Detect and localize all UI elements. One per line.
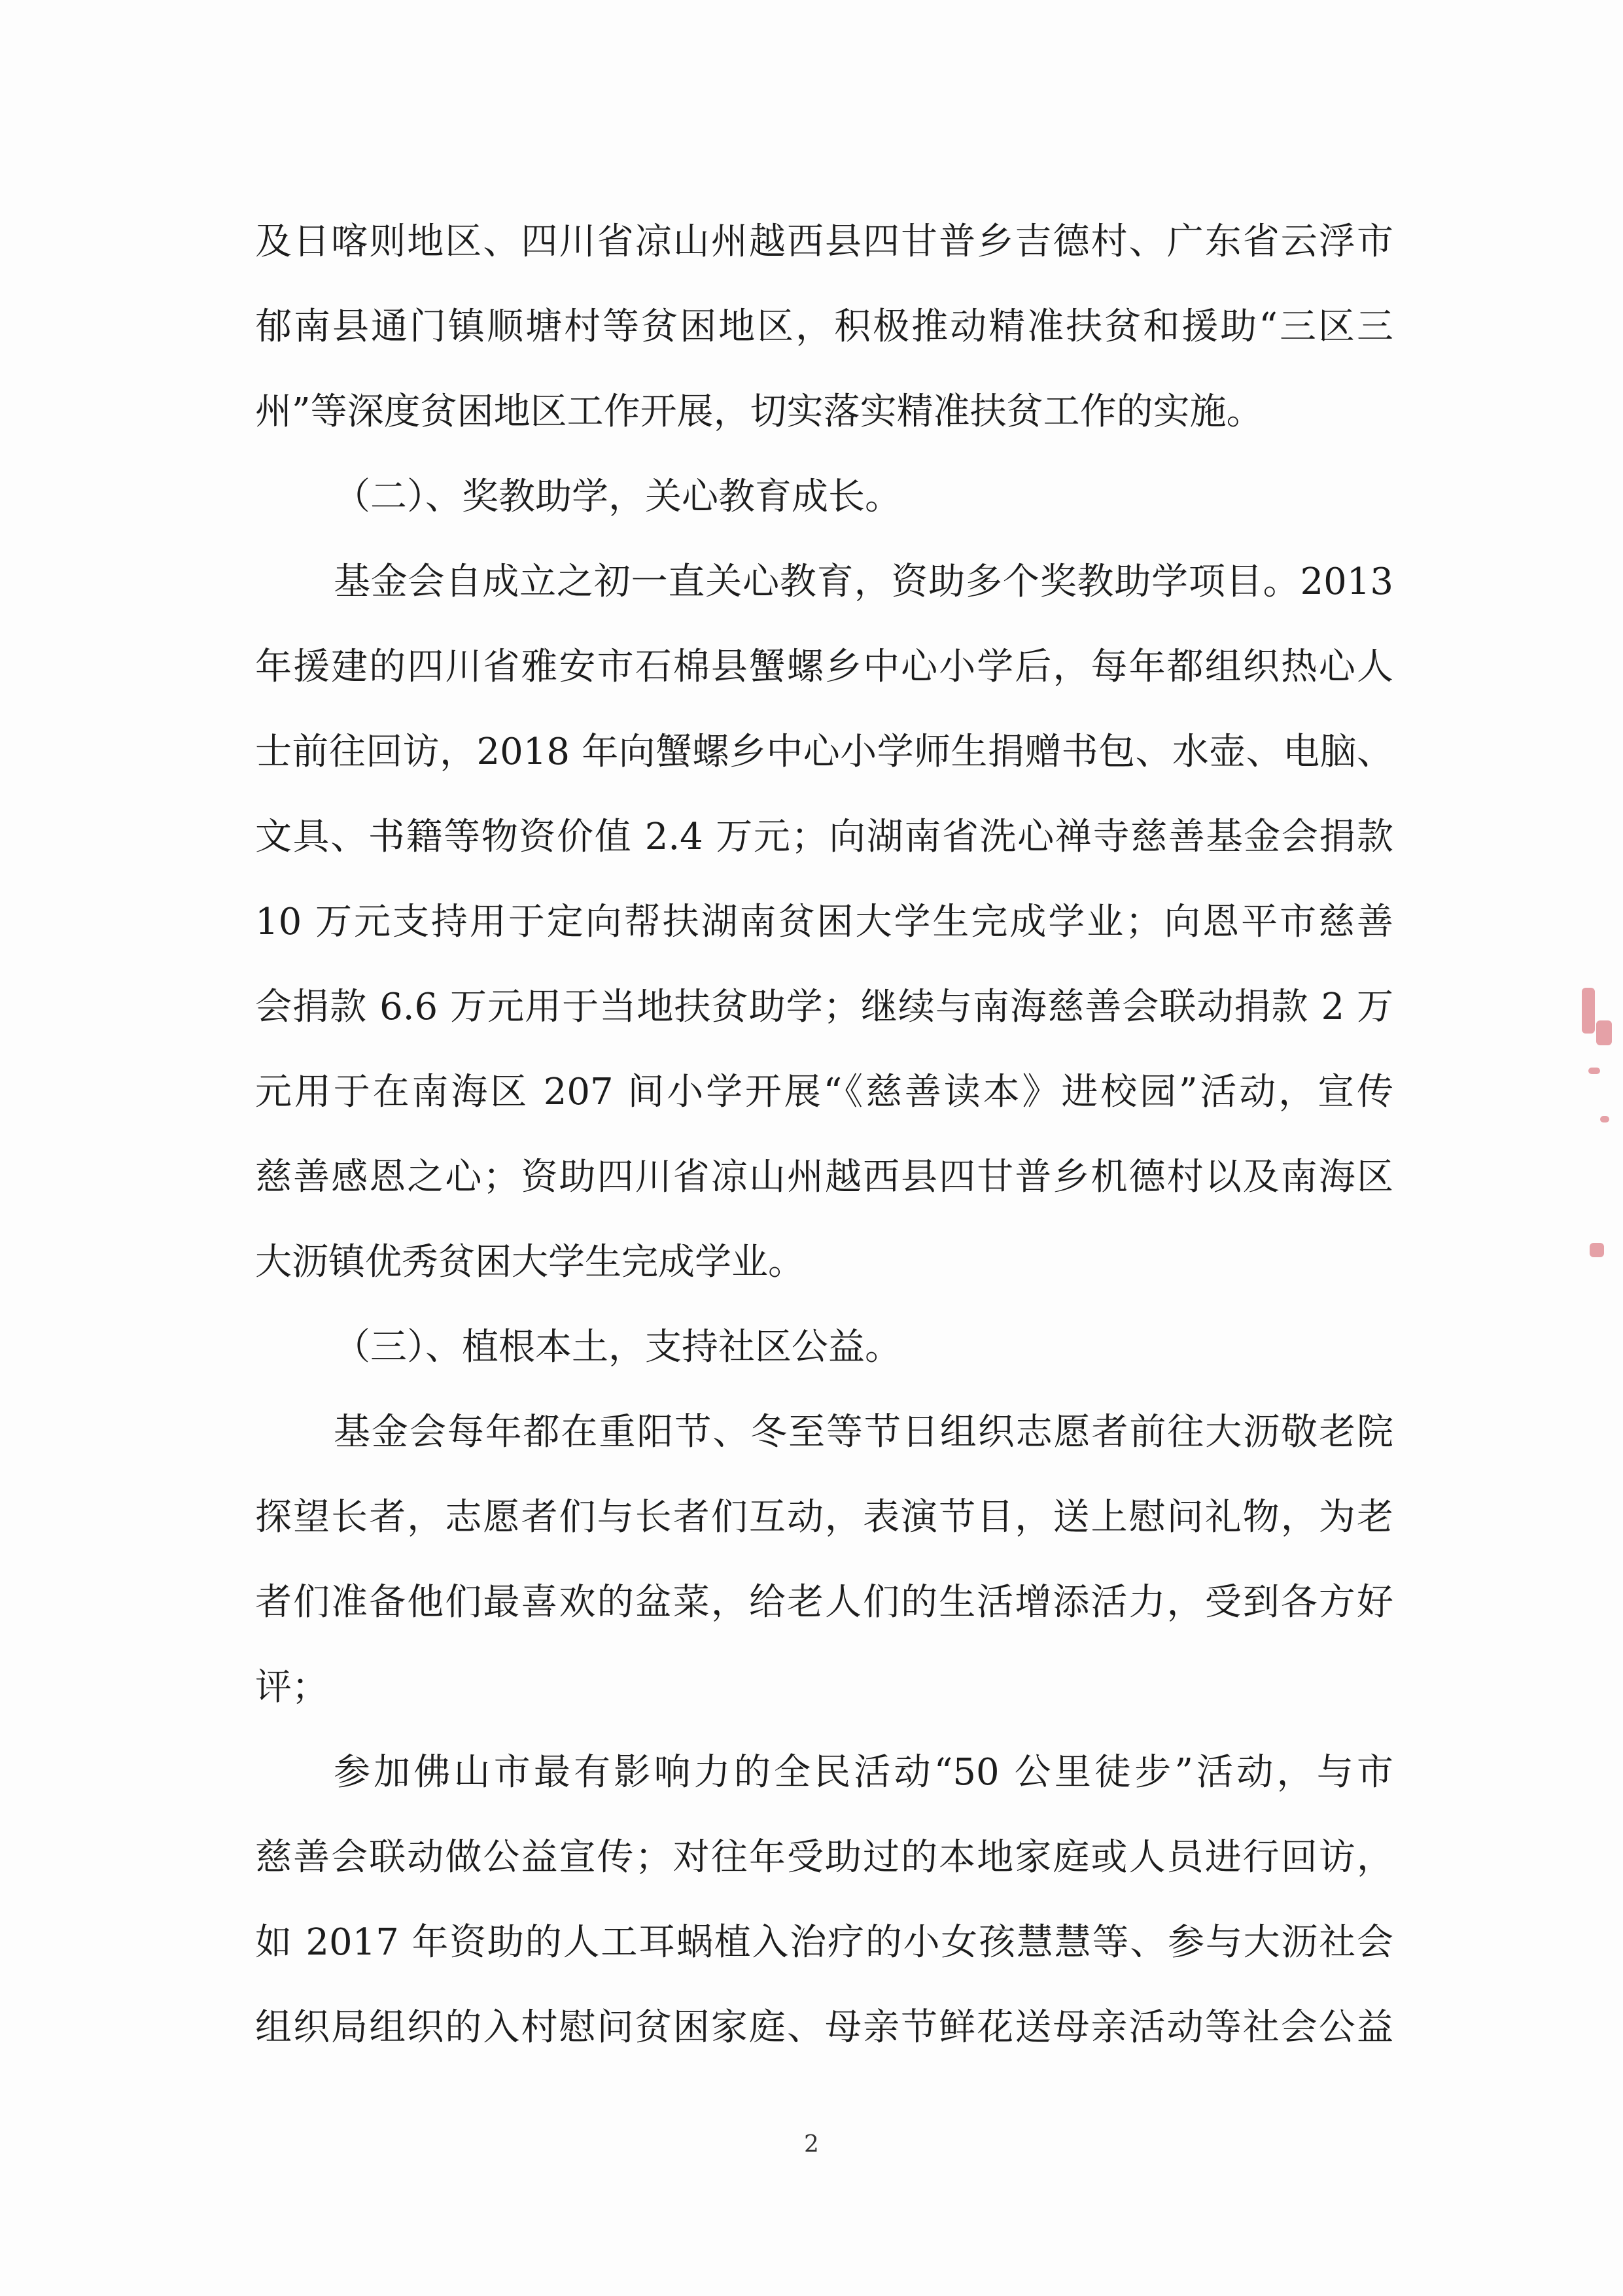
text-line: 士前往回访，2018 年向蟹螺乡中心小学师生捐赠书包、水壶、电脑、 bbox=[255, 731, 1393, 773]
text-line: 参加佛山市最有影响力的全民活动“50 公里徒步”活动，与市 bbox=[334, 1751, 1393, 1794]
text-line: 探望长者，志愿者们与长者们互动，表演节目，送上慰问礼物，为老 bbox=[255, 1496, 1393, 1539]
text-line: 如 2017 年资助的人工耳蜗植入治疗的小女孩慧慧等、参与大沥社会 bbox=[255, 1921, 1393, 1964]
text-line: 基金会每年都在重阳节、冬至等节日组织志愿者前往大沥敬老院 bbox=[334, 1411, 1393, 1453]
text-line: 慈善会联动做公益宣传；对往年受助过的本地家庭或人员进行回访， bbox=[255, 1836, 1393, 1879]
text-line: 州”等深度贫困地区工作开展，切实落实精准扶贫工作的实施。 bbox=[255, 391, 1263, 433]
text-line: 郁南县通门镇顺塘村等贫困地区，积极推动精准扶贫和援助“三区三 bbox=[255, 305, 1393, 348]
text-line: 者们准备他们最喜欢的盆菜，给老人们的生活增添活力，受到各方好 bbox=[255, 1581, 1393, 1624]
text-line: 10 万元支持用于定向帮扶湖南贫困大学生完成学业；向恩平市慈善 bbox=[255, 901, 1393, 943]
text-line: 文具、书籍等物资价值 2.4 万元；向湖南省洗心禅寺慈善基金会捐款 bbox=[255, 816, 1393, 858]
section-heading: （二）、奖教助学，关心教育成长。 bbox=[334, 476, 901, 518]
page-number: 2 bbox=[804, 2131, 819, 2158]
text-line: 基金会自成立之初一直关心教育，资助多个奖教助学项目。2013 bbox=[334, 561, 1393, 603]
text-line: 评； bbox=[255, 1666, 328, 1709]
text-line: 大沥镇优秀贫困大学生完成学业。 bbox=[255, 1241, 805, 1283]
section-heading: （三）、植根本土，支持社区公益。 bbox=[334, 1326, 901, 1368]
text-line: 及日喀则地区、四川省凉山州越西县四甘普乡吉德村、广东省云浮市 bbox=[255, 220, 1393, 263]
text-line: 年援建的四川省雅安市石棉县蟹螺乡中心小学后，每年都组织热心人 bbox=[255, 646, 1393, 688]
text-line: 慈善感恩之心；资助四川省凉山州越西县四甘普乡机德村以及南海区 bbox=[255, 1156, 1393, 1198]
text-line: 组织局组织的入村慰问贫困家庭、母亲节鲜花送母亲活动等社会公益 bbox=[255, 2006, 1393, 2049]
text-line: 会捐款 6.6 万元用于当地扶贫助学；继续与南海慈善会联动捐款 2 万 bbox=[255, 986, 1393, 1028]
text-line: 元用于在南海区 207 间小学开展“《慈善读本》进校园”活动，宣传 bbox=[255, 1071, 1393, 1113]
